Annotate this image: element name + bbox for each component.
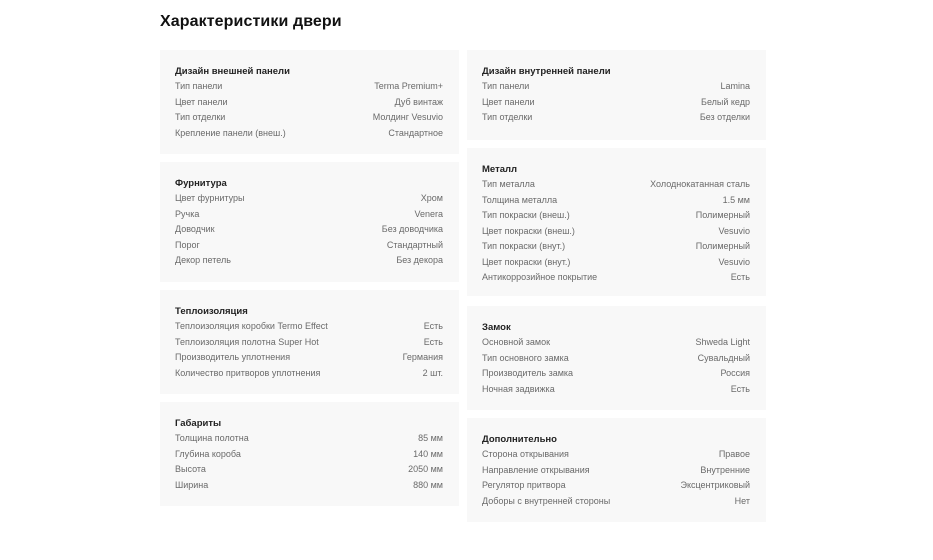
spec-value: Эксцентриковый [680,480,750,490]
spec-row [482,366,750,382]
spec-row [482,463,750,479]
card-title: Габариты [175,418,222,429]
spec-label: Тип панели [482,81,530,91]
spec-row [175,431,443,447]
spec-row [175,191,443,207]
spec-value: Холоднокатанная сталь [650,179,750,189]
spec-value: 85 мм [418,433,443,443]
spec-row [175,366,443,382]
spec-row [482,110,750,126]
card-title: Фурнитура [175,178,227,189]
spec-row [482,447,750,463]
spec-row [175,350,443,366]
spec-value: Стандартный [386,239,443,250]
spec-value: Есть [730,272,750,282]
spec-label: Доборы с внутренней стороны [482,495,611,506]
spec-row [482,351,750,367]
spec-row [482,208,750,224]
spec-row [482,255,750,271]
spec-value: Россия [720,368,750,378]
spec-row [175,207,443,223]
spec-row [175,79,443,95]
spec-row [175,478,443,494]
spec-row [482,382,750,398]
spec-label: Сторона открывания [482,449,569,459]
spec-label: Толщина полотна [175,433,249,443]
spec-value: 2050 мм [408,464,443,474]
spec-label: Антикоррозийное покрытие [482,272,598,282]
spec-value: Дуб винтаж [394,96,443,107]
spec-label: Регулятор притвора [482,480,566,490]
spec-value: Без доводчика [381,224,443,234]
spec-value: Белый кедр [701,96,750,107]
spec-value: Правое [718,449,750,459]
spec-value: Vesuvio [718,225,750,236]
spec-row [482,193,750,209]
spec-value: Хром [420,193,443,203]
spec-value: Полимерный [695,210,750,220]
card-dimensions [160,402,459,506]
spec-row [175,335,443,351]
card-extra [467,418,766,522]
spec-label: Ширина [175,479,209,490]
spec-label: Порог [175,239,200,250]
card-insulation [160,290,459,394]
spec-label: Цвет панели [482,96,535,107]
spec-row [175,238,443,254]
spec-label: Глубина короба [175,448,241,459]
spec-label: Ручка [175,208,200,219]
spec-value: Нет [734,495,750,506]
spec-label: Ночная задвижка [482,383,555,394]
card-title: Дизайн внутренней панели [482,66,611,77]
spec-value: 1.5 мм [722,194,750,205]
spec-label: Толщина металла [482,194,558,205]
spec-row [175,447,443,463]
card-lock [467,306,766,410]
spec-label: Производитель уплотнения [175,352,291,362]
card-title: Замок [482,322,511,333]
spec-row [482,79,750,95]
spec-label: Тип отделки [175,112,226,122]
spec-row [175,462,443,478]
spec-value: Стандартное [388,127,443,138]
spec-row [482,239,750,255]
spec-label: Цвет фурнитуры [175,193,245,203]
spec-label: Крепление панели (внеш.) [175,127,286,138]
spec-value: Полимерный [695,241,750,251]
spec-value: Lamina [720,81,750,91]
spec-value: 2 шт. [422,367,443,378]
spec-row [482,335,750,351]
card-title: Дополнительно [482,434,557,445]
spec-value: Без декора [396,255,443,265]
spec-value: Сувальдный [697,352,750,363]
spec-row [482,494,750,510]
spec-row [175,222,443,238]
spec-row [482,177,750,193]
spec-row [175,319,443,335]
spec-label: Теплоизоляция полотна Super Hot [175,336,319,347]
page-title: Характеристики двери [160,13,342,30]
card-hardware [160,162,459,282]
spec-label: Тип основного замка [482,352,569,363]
spec-value: Terma Premium+ [374,81,443,91]
card-title: Теплоизоляция [175,306,248,317]
spec-label: Тип металла [482,179,535,189]
spec-value: 880 мм [413,479,443,490]
spec-label: Тип покраски (внут.) [482,241,566,251]
spec-label: Доводчик [175,224,215,234]
spec-value: Без отделки [699,112,750,122]
spec-value: Германия [402,352,443,362]
spec-label: Тип покраски (внеш.) [482,210,570,220]
card-title: Дизайн внешней панели [175,66,290,77]
spec-row [482,224,750,240]
spec-label: Высота [175,464,206,474]
spec-row [175,253,443,269]
spec-label: Цвет панели [175,96,228,107]
spec-label: Цвет покраски (внут.) [482,256,571,267]
spec-row [175,95,443,111]
card-title: Металл [482,164,518,175]
spec-label: Направление открывания [482,464,590,475]
spec-label: Теплоизоляция коробки Termo Effect [175,321,328,331]
spec-label: Декор петель [175,255,231,265]
card-inner-panel [467,50,766,140]
spec-label: Производитель замка [482,368,574,378]
spec-row [175,126,443,142]
spec-row [175,110,443,126]
card-outer-panel [160,50,459,154]
spec-row [482,95,750,111]
spec-label: Цвет покраски (внеш.) [482,225,575,236]
spec-label: Основной замок [482,337,551,347]
spec-row [482,270,750,286]
spec-value: Есть [423,336,443,347]
spec-value: Есть [423,321,443,331]
card-metal [467,148,766,296]
spec-value: Молдинг Vesuvio [372,112,443,122]
spec-value: Внутренние [700,464,750,475]
spec-row [482,478,750,494]
spec-value: Vesuvio [718,256,750,267]
spec-value: 140 мм [413,448,443,459]
spec-label: Тип панели [175,81,223,91]
spec-value: Venera [414,208,443,219]
spec-value: Есть [730,383,750,394]
spec-value: Shweda Light [695,337,750,347]
spec-label: Тип отделки [482,112,533,122]
spec-label: Количество притворов уплотнения [175,367,321,378]
